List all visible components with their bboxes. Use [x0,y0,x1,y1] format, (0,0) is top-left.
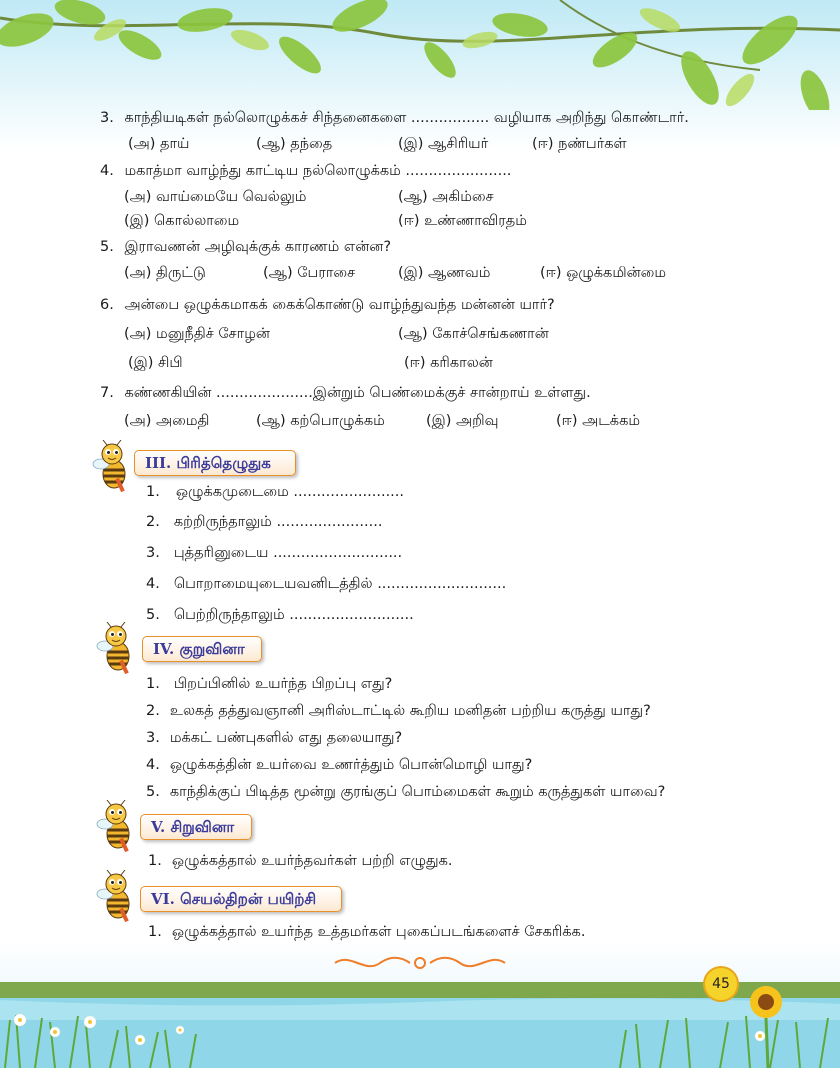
option: (அ) திருட்டு [124,265,206,281]
bee-mascot-icon [88,440,136,492]
list-item [146,514,382,532]
option: (ஆ) பேராசை [263,265,356,281]
item-text: காந்திக்குப் பிடித்த மூன்று குரங்குப் பொம்மைகள் கூறும் கருத்துகள் யாவை? [169,784,666,800]
item-number: 1. [146,484,160,500]
list-item [146,784,665,802]
question-text: கண்ணகியின் .....................இன்றும் பெண்மைக்குச் சான்றாய் உள்ளது. [124,385,591,401]
item-number: 3. [146,545,160,561]
item-number: 2. [146,514,160,530]
top-leaves-decoration [0,0,840,110]
list-item [146,676,392,694]
question-text: காந்தியடிகள் நல்லொழுக்கச் சிந்தனைகளை ................. வழியாக அறிந்து கொண்டார். [124,110,689,126]
item-text: ஒழுக்கத்தால் உயர்ந்தவர்கள் பற்றி எழுதுக. [171,853,453,869]
list-item [148,853,452,871]
bee-mascot-icon [92,870,140,922]
question-number: 6. [100,297,114,313]
section-title: VI. செயல்திறன் பயிற்சி [151,890,317,908]
section-title: III. பிரித்தெழுதுக [145,454,271,472]
item-number: 3. [146,730,160,746]
option: (ஆ) கோச்செங்கணான் [398,326,549,342]
item-number: 5. [146,784,160,800]
item-number: 1. [148,853,162,869]
option: (இ) சிபி [128,355,183,371]
option: (ஆ) கற்பொழுக்கம் [256,413,385,429]
list-item [146,703,651,721]
option: (இ) கொல்லாமை [124,213,240,229]
section-3-heading [134,450,296,476]
option: (ஈ) உண்ணாவிரதம் [398,213,527,229]
bee-mascot-icon [92,622,140,674]
item-text: பெற்றிருந்தாலும் ........................... [173,607,414,623]
option: (அ) தாய் [128,136,190,152]
question-number: 5. [100,239,114,255]
option: (இ) ஆசிரியர் [398,136,489,152]
item-number: 1. [148,924,162,940]
question-number: 4. [100,163,114,179]
question-4 [100,163,511,181]
option: (அ) அமைதி [124,413,210,429]
section-4-heading [142,636,262,662]
option: (இ) அறிவு [426,413,499,429]
option: (ஈ) ஒழுக்கமின்மை [540,265,667,281]
option: (இ) ஆணவம் [398,265,491,281]
option: (அ) வாய்மையே வெல்லும் [124,189,307,205]
list-item [146,576,506,594]
item-text: ஒழுக்கத்தின் உயர்வை உணர்த்தும் பொன்மொழி யாது? [169,757,533,773]
question-text: மகாத்மா வாழ்ந்து காட்டிய நல்லொழுக்கம் ....................... [124,163,512,179]
list-item [146,607,414,625]
page-number: 45 [703,966,739,1002]
item-text: பிறப்பினில் உயர்ந்த பிறப்பு எது? [173,676,393,692]
question-5 [100,239,391,257]
section-6-heading [140,886,342,912]
item-text: ஒழுக்கத்தால் உயர்ந்த உத்தமர்கள் புகைப்படங்களைச் சேகரிக்க. [171,924,586,940]
item-number: 1. [146,676,160,692]
section-5-heading [140,814,252,840]
section-title: IV. குறுவினா [153,640,245,658]
item-number: 4. [146,757,160,773]
question-number: 7. [100,385,114,401]
option: (ஈ) நண்பர்கள் [532,136,627,152]
list-item [146,545,402,563]
option: (ஈ) அடக்கம் [556,413,641,429]
question-number: 3. [100,110,114,126]
list-item [148,924,585,942]
bee-mascot-icon [92,800,140,852]
section-title: V. சிறுவினா [151,818,235,836]
option: (ஆ) அகிம்சை [398,189,494,205]
list-item [146,484,404,502]
option: (ஈ) கரிகாலன் [404,355,493,371]
item-number: 4. [146,576,160,592]
option: (ஆ) தந்தை [256,136,333,152]
question-text: இராவணன் அழிவுக்குக் காரணம் என்ன? [124,239,392,255]
list-item [146,757,532,775]
question-text: அன்பை ஒழுக்கமாகக் கைக்கொண்டு வாழ்ந்துவந்த மன்னன் யார்? [124,297,555,313]
item-text: பொறாமையுடையவனிடத்தில் ............................ [173,576,507,592]
item-text: கற்றிருந்தாலும் ....................... [173,514,383,530]
question-6 [100,297,555,315]
item-text: மக்கட் பண்புகளில் எது தலையாது? [169,730,403,746]
question-7 [100,385,591,403]
item-text: ஒழுக்கமுடைமை ........................ [175,484,405,500]
item-number: 5. [146,607,160,623]
item-number: 2. [146,703,160,719]
option: (அ) மனுநீதிச் சோழன் [124,326,270,342]
item-text: உலகத் தத்துவஞானி அரிஸ்டாட்டில் கூறிய மனிதன் பற்றிய கருத்து யாது? [169,703,651,719]
item-text: புத்தரினுடைய ............................ [173,545,403,561]
list-item [146,730,402,748]
question-3 [100,110,689,128]
